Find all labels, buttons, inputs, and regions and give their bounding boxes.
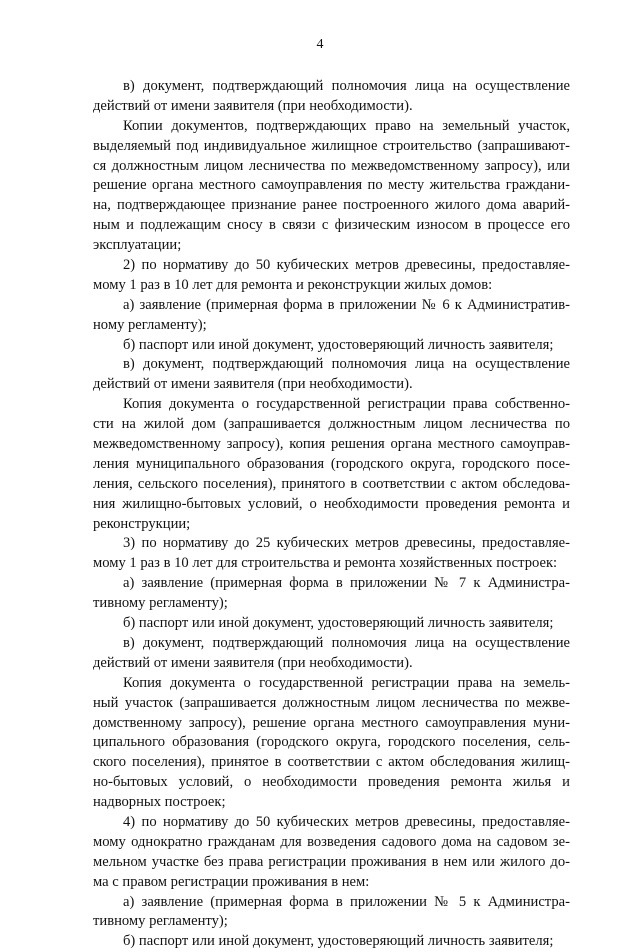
text-line: мому однократно гражданам для возведения садового дома на садовом зе- <box>93 833 570 850</box>
text-line: ный участок (запрашивается должностным лицом лесничества по межве- <box>93 694 570 711</box>
text-line: б) паспорт или иной документ, удостоверяющий личность заявителя; <box>123 933 554 950</box>
text-line: решение органа местного самоуправления по месту жительства граждани- <box>93 177 570 194</box>
text-line: тивному регламенту); <box>93 913 228 930</box>
text-line: а) заявление (примерная форма в приложении № 6 к Административ- <box>123 296 570 313</box>
text-line: на, подтверждающее признание ранее построенного жилого дома аварий- <box>93 197 570 214</box>
text-line: межведомственному запросу), копия решения органа местного самоуправ- <box>93 436 570 453</box>
text-line: ния жилищно-бытовых условий, о необходимости проведения ремонта и <box>93 495 570 512</box>
text-line: 3) по нормативу до 25 кубических метров древесины, предоставляе- <box>123 535 570 552</box>
text-line: ся должностным лицом лесничества по межведомственному запросу), или <box>93 157 570 174</box>
text-line: ному регламенту); <box>93 316 207 333</box>
text-line: выделяемый под индивидуальное жилищное строительство (запрашивают- <box>93 137 570 154</box>
text-line: б) паспорт или иной документ, удостоверяющий личность заявителя; <box>123 615 554 632</box>
text-line: Копии документов, подтверждающих право на земельный участок, <box>123 117 570 134</box>
text-line: ципального образования (городского округа, городского поселения, сель- <box>93 734 570 751</box>
text-line: в) документ, подтверждающий полномочия лица на осуществление <box>123 78 570 94</box>
text-line: Копия документа о государственной регистрации права собственно- <box>123 396 570 413</box>
text-line: реконструкции; <box>93 515 191 532</box>
text-line: ления, сельского поселения), принятого в соответствии с актом обследова- <box>93 475 570 492</box>
text-line: а) заявление (примерная форма в приложении № 7 к Администра- <box>123 575 570 592</box>
text-line: мельном участке без права регистрации проживания в нем или жилого до- <box>93 853 570 870</box>
text-line: действий от имени заявителя (при необходимости). <box>93 376 413 393</box>
text-line: но-бытовых условий, о необходимости проведения ремонта жилья и <box>93 774 570 791</box>
text-line: ского поселения), принятое в соответствии с актом обследования жилищ- <box>93 754 570 771</box>
text-line: 2) по нормативу до 50 кубических метров древесины, предоставляе- <box>123 257 570 274</box>
text-line: ления муниципального образования (городского округа, городского посе- <box>93 455 570 472</box>
text-line: Копия документа о государственной регистрации права на земель- <box>123 674 570 691</box>
text-line: б) паспорт или иной документ, удостоверяющий личность заявителя; <box>123 336 554 353</box>
text-line: эксплуатации; <box>93 237 182 254</box>
text-line: ма с правом регистрации проживания в нем: <box>93 873 370 890</box>
text-line: домственному запросу), решение органа местного самоуправления муни- <box>93 714 570 731</box>
text-line: сти на жилой дом (запрашивается должностным лицом лесничества по <box>93 416 570 433</box>
text-line: мому 1 раз в 10 лет для ремонта и реконструкции жилых домов: <box>93 276 493 293</box>
text-line: в) документ, подтверждающий полномочия лица на осуществление <box>123 356 570 373</box>
text-line: а) заявление (примерная форма в приложении № 5 к Администра- <box>123 893 570 910</box>
text-line: действий от имени заявителя (при необходимости). <box>93 654 413 671</box>
text-line: надворных построек; <box>93 794 226 811</box>
text-line: мому 1 раз в 10 лет для строительства и ремонта хозяйственных построек: <box>93 555 558 572</box>
text-line: действий от имени заявителя (при необходимости). <box>93 97 413 114</box>
text-line: в) документ, подтверждающий полномочия лица на осуществление <box>123 634 570 651</box>
text-line: ным и подлежащим сносу в связи с физическим износом в процессе его <box>93 217 570 234</box>
text-line: тивному регламенту); <box>93 595 228 612</box>
document-body <box>93 77 570 952</box>
page-number: 4 <box>316 37 324 52</box>
text-line: 4) по нормативу до 50 кубических метров древесины, предоставляе- <box>123 813 570 830</box>
